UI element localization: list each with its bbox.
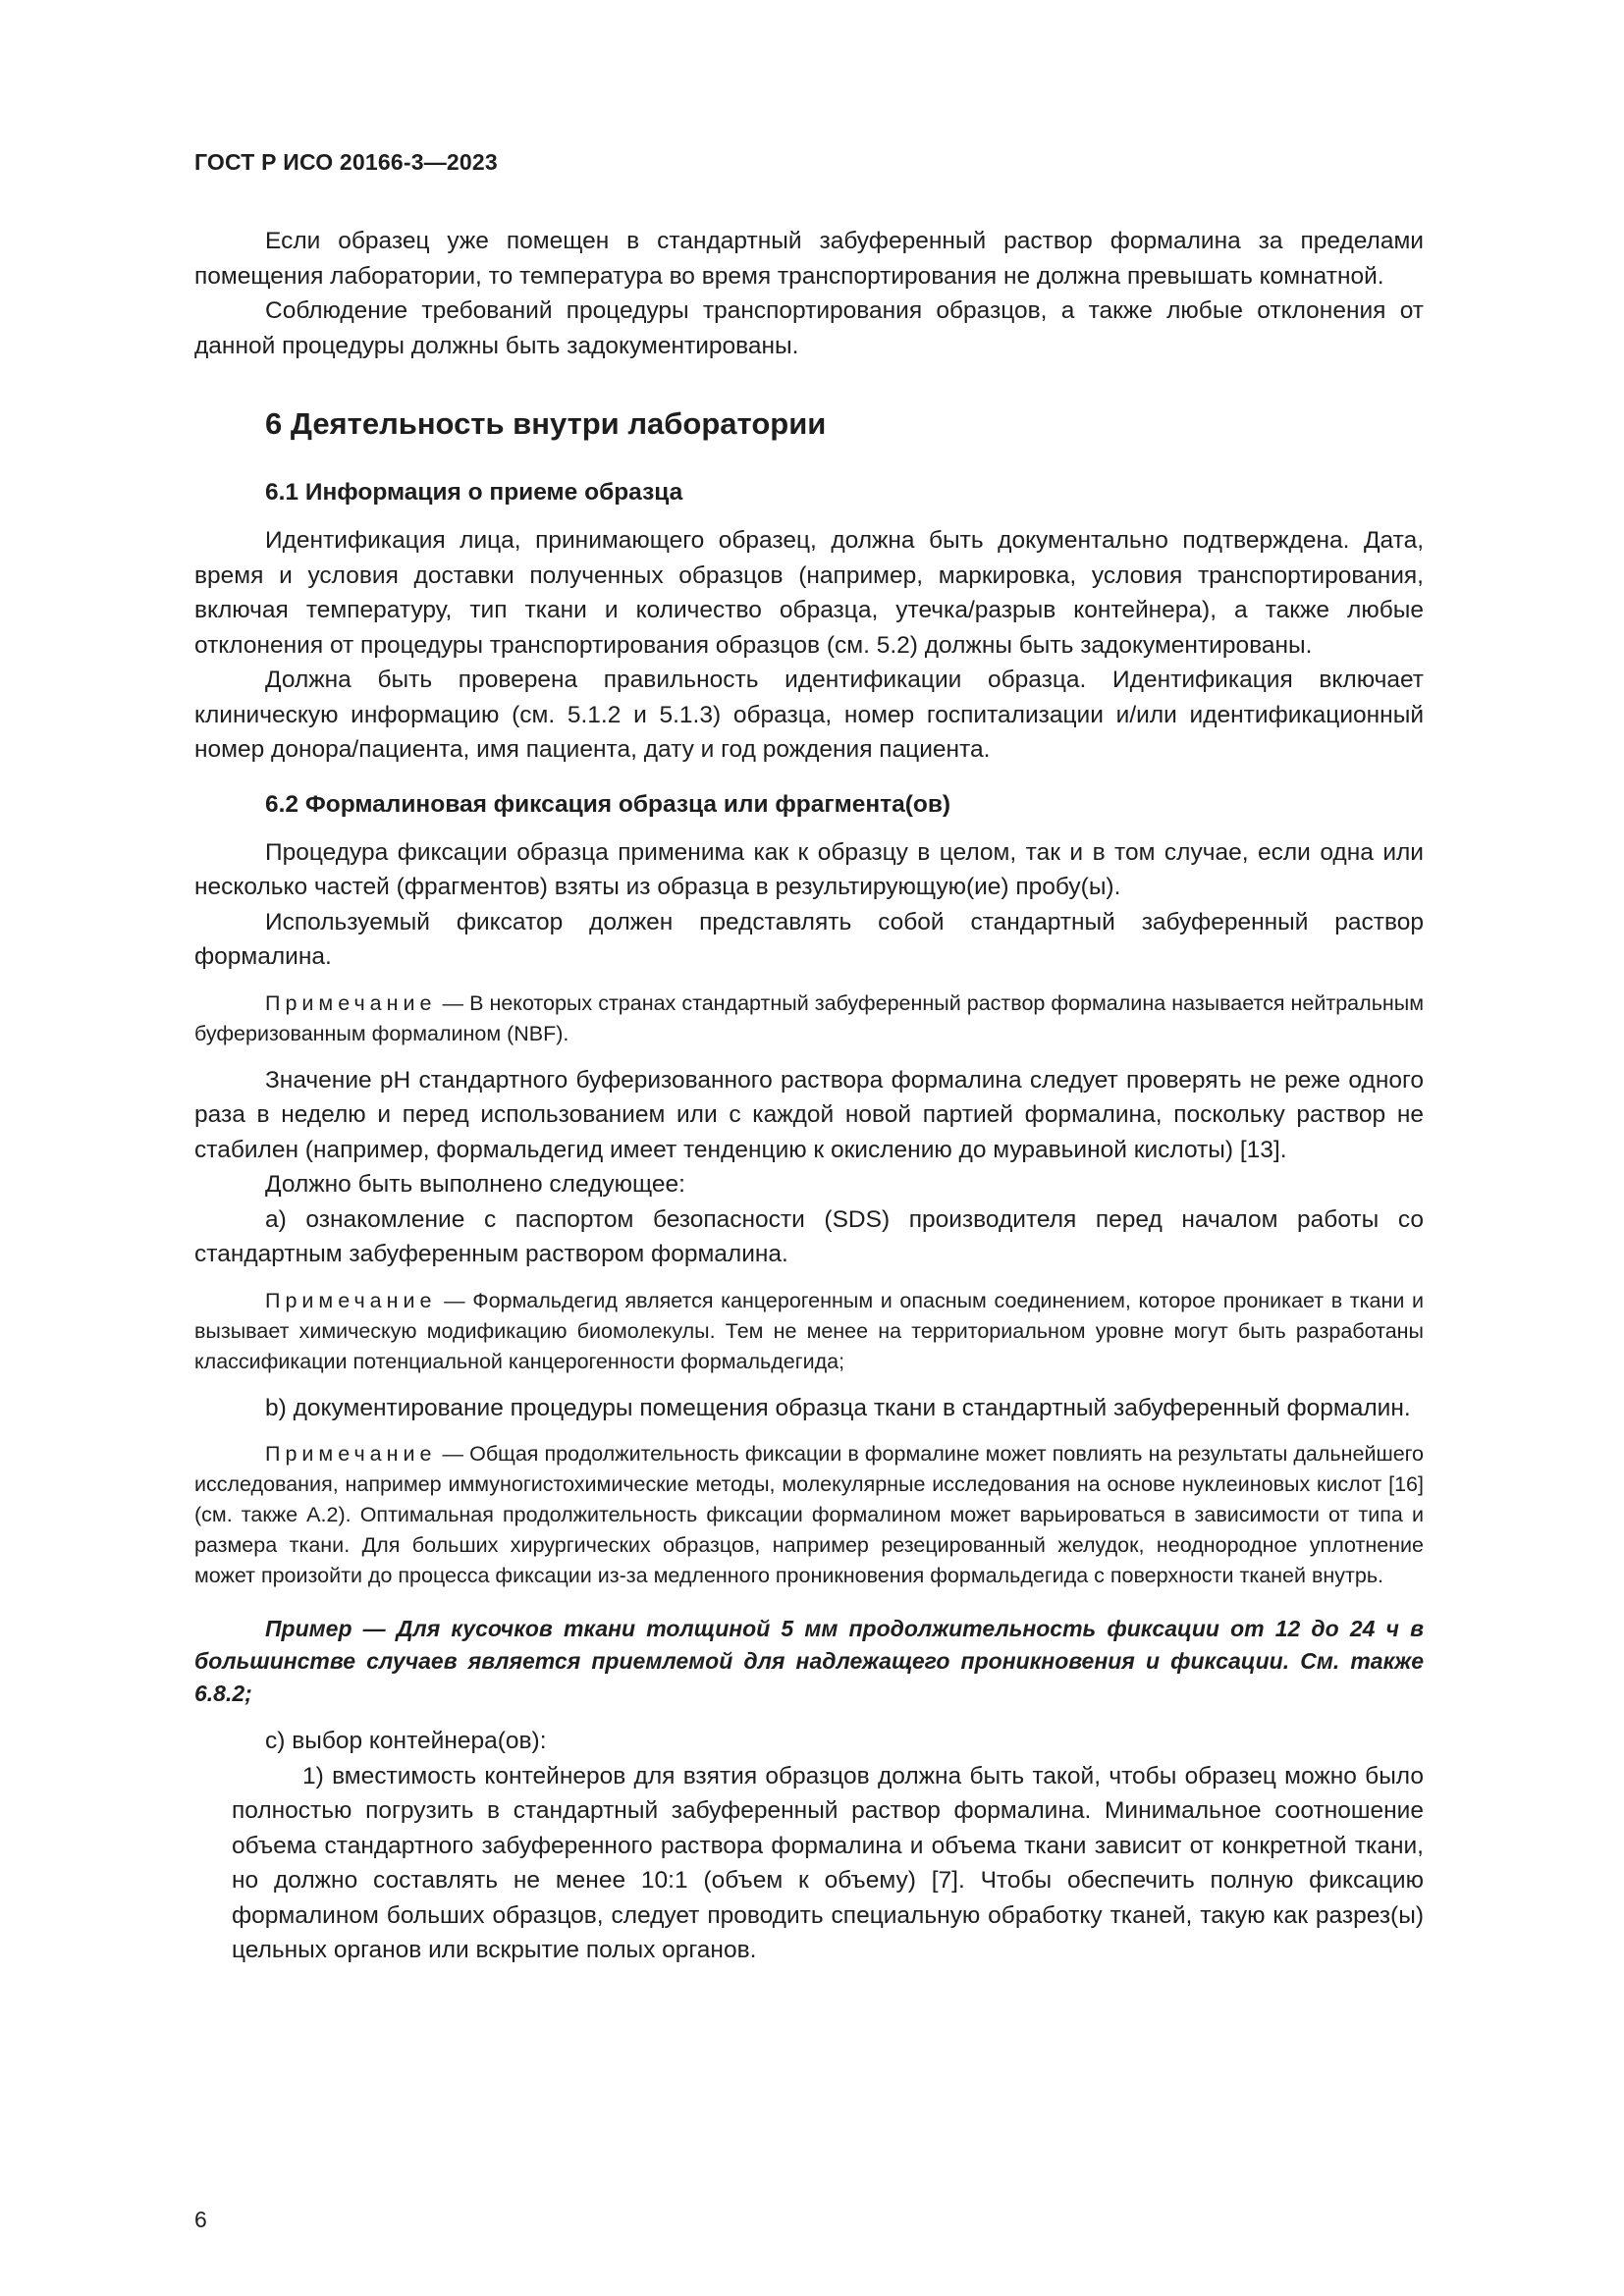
note-text: — Общая продолжительность фиксации в формалине может повлиять на результаты дальнейшего исследования, например иммуногистохимические методы, молекулярные исследования на основе нуклеиновых кислот [16] (см. также А.2). Оптимальная продолжительность фиксации формалином может варьироваться в зависимости от типа и размера ткани. Для больших хирургических образцов, например резецированный желудок, неоднородное уплотнение может произойти до процесса фиксации из-за медленного проникновения формальдегида с поверхности тканей внутрь. — [194, 1442, 1424, 1587]
list-item: b) документирование процедуры помещения образца ткани в стандартный забуференный формалин. — [265, 1394, 1411, 1421]
note — [194, 988, 1424, 1049]
note-label: Примечание — [265, 990, 437, 1015]
document-body — [194, 224, 1424, 1968]
note-label: Примечание — [265, 1442, 437, 1466]
subsection-heading: 6.2 Формалиновая фиксация образца или фрагмента(ов) — [265, 790, 951, 818]
note — [194, 1286, 1424, 1377]
paragraph: Должна быть проверена правильность идентификации образца. Идентификация включает клиническую информацию (см. 5.1.2 и 5.1.3) образца, номер госпитализации и/или идентификационный номер донора/пациента, имя пациента, дату и год рождения пациента. — [194, 667, 1424, 763]
paragraph: Значение pH стандартного буферизованного раствора формалина следует проверять не реже одного раза в неделю и перед использованием или с каждой новой партией формалина, поскольку раствор не стабилен (например, формальдегид имеет тенденцию к окислению до муравьиной кислоты) [13]. — [194, 1066, 1424, 1163]
note — [194, 1439, 1424, 1591]
list-item: а) ознакомление с паспортом безопасности (SDS) производителя перед началом работы со стандартным забуференным раствором формалина. — [194, 1205, 1424, 1267]
example: Пример — Для кусочков ткани толщиной 5 мм продолжительность фиксации от 12 до 24 ч в большинстве случаев является приемлемой для надлежащего проникновения и фиксации. См. также 6.8.2; — [194, 1616, 1424, 1706]
list-item: с) выбор контейнера(ов): — [265, 1728, 547, 1754]
paragraph: Если образец уже помещен в стандартный забуференный раствор формалина за пределами помещения лаборатории, то температура во время транспортирования не должна превышать комнатной. — [194, 228, 1424, 290]
paragraph: Идентификация лица, принимающего образец, должна быть документально подтверждена. Дата, время и условия доставки полученных образцов (например, маркировка, условия транспортирования, включая температуру, тип ткани и количество образца, утечка/разрыв контейнера), а также любые отклонения от процедуры транспортирования образцов (см. 5.2) должны быть задокументированы. — [194, 527, 1424, 659]
sub-list-item: 1) вместимость контейнеров для взятия образцов должна быть такой, чтобы образец можно было полностью погрузить в стандартный забуференный раствор формалина. Минимальное соотношение объема стандартного забуференного раствора формалина и объема ткани зависит от конкретной ткани, но должно составлять не менее 10:1 (объем к объему) [7]. Чтобы обеспечить полную фиксацию формалином больших образцов, следует проводить специальную обработку тканей, такую как разрез(ы) цельных органов или вскрытие полых органов. — [232, 1762, 1424, 1963]
page-number: 6 — [194, 2207, 207, 2232]
note-text: — В некоторых странах стандартный забуференный раствор формалина называется нейтральным буферизованным формалином (NBF). — [194, 990, 1424, 1045]
section-heading: 6 Деятельность внутри лаборатории — [265, 406, 827, 441]
paragraph: Соблюдение требований процедуры транспортирования образцов, а также любые отклонения от данной процедуры должны быть задокументированы. — [194, 297, 1424, 359]
paragraph: Используемый фиксатор должен представлять собой стандартный забуференный раствор формалина. — [194, 908, 1424, 970]
note-label: Примечание — [265, 1288, 437, 1312]
note-text: — Формальдегид является канцерогенным и опасным соединением, которое проникает в ткани и вызывает химическую модификацию биомолекулы. Тем не менее на территориальном уровне могут быть разработаны классификации потенциальной канцерогенности формальдегида; — [194, 1288, 1424, 1373]
document-code-header: ГОСТ Р ИСО 20166-3—2023 — [194, 149, 498, 175]
paragraph: Должно быть выполнено следующее: — [265, 1171, 685, 1198]
subsection-heading: 6.1 Информация о приеме образца — [265, 479, 683, 506]
paragraph: Процедура фиксации образца применима как к образцу в целом, так и в том случае, если одна или несколько частей (фрагментов) взяты из образца в результирующую(ие) пробу(ы). — [194, 838, 1424, 900]
